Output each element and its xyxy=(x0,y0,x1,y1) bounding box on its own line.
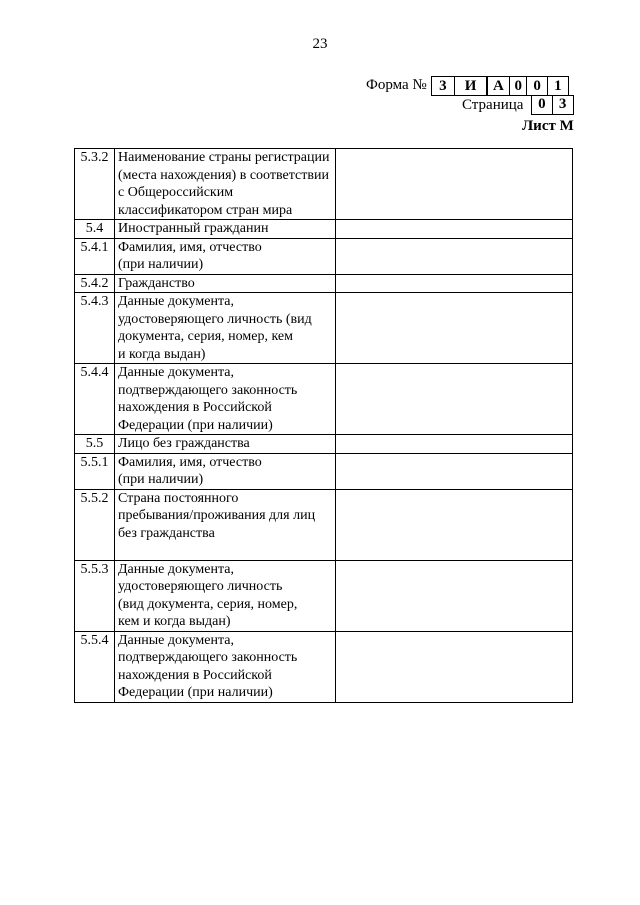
table-row xyxy=(75,220,573,239)
field-label-line: нахождения в Российской xyxy=(118,667,272,683)
field-label-line: Федерации (при наличии) xyxy=(118,685,273,700)
field-label-line: (вид документа, серия, номер, xyxy=(118,596,298,612)
field-number: 5.4.4 xyxy=(75,364,115,435)
field-value-cell[interactable] xyxy=(336,631,573,702)
field-value-cell[interactable] xyxy=(336,293,573,364)
field-value-cell[interactable] xyxy=(336,435,573,454)
form-code-cell: А xyxy=(486,76,510,96)
field-label xyxy=(115,220,336,239)
field-label xyxy=(115,293,336,364)
field-number: 5.4 xyxy=(75,220,115,239)
field-label xyxy=(115,453,336,489)
field-label-line: без гражданства xyxy=(118,525,215,541)
field-label-line: и когда выдан) xyxy=(118,346,206,362)
field-value-cell[interactable] xyxy=(336,453,573,489)
table-row xyxy=(75,364,573,435)
field-label-line: Данные документа, xyxy=(118,365,234,380)
field-number: 5.4.3 xyxy=(75,293,115,364)
form-code-cell: 1 xyxy=(547,76,569,96)
field-label-line: нахождения в Российской xyxy=(118,400,272,415)
field-value-cell[interactable] xyxy=(336,560,573,631)
fields-table xyxy=(74,148,573,703)
field-label xyxy=(115,238,336,274)
field-value-cell[interactable] xyxy=(336,238,573,274)
field-number: 5.5.1 xyxy=(75,453,115,489)
field-label-line xyxy=(118,542,332,560)
table-row xyxy=(75,274,573,293)
field-label-line: с Общероссийским xyxy=(118,185,234,200)
field-label xyxy=(115,435,336,454)
field-number: 5.5.4 xyxy=(75,631,115,702)
field-label-line: Данные документа, xyxy=(118,632,234,648)
field-label-line: Данные документа, xyxy=(118,561,234,577)
field-label-line: Данные документа, xyxy=(118,294,234,309)
field-value-cell[interactable] xyxy=(336,489,573,560)
field-number: 5.4.1 xyxy=(75,238,115,274)
form-code-cell: 3 xyxy=(431,76,455,96)
field-label-line: (при наличии) xyxy=(118,257,204,272)
field-label-line: Страна постоянного xyxy=(118,490,239,506)
table-row xyxy=(75,631,573,702)
table-row xyxy=(75,453,573,489)
field-number: 5.4.2 xyxy=(75,274,115,293)
field-value-cell[interactable] xyxy=(336,274,573,293)
page-code-boxes xyxy=(532,96,574,116)
field-label-line: классификатором стран мира xyxy=(118,202,293,218)
field-label-line: удостоверяющего личность (вид xyxy=(118,311,312,327)
field-number: 5.5.2 xyxy=(75,489,115,560)
field-number: 5.5 xyxy=(75,435,115,454)
table-row xyxy=(75,293,573,364)
field-label xyxy=(115,631,336,702)
page-code-cell: 3 xyxy=(552,95,574,115)
page-label: Страница xyxy=(462,97,524,113)
field-label-line: пребывания/проживания для лиц xyxy=(118,508,316,523)
form-code-cell: И xyxy=(454,76,488,96)
field-label xyxy=(115,364,336,435)
field-label xyxy=(115,560,336,631)
field-label-line: Фамилия, имя, отчество xyxy=(118,239,262,255)
field-label-line: подтверждающего законность xyxy=(118,650,298,665)
page-number: 23 xyxy=(312,36,328,52)
table-row xyxy=(75,489,573,560)
field-label-line: (при наличии) xyxy=(118,472,204,487)
table-row xyxy=(75,560,573,631)
table-row xyxy=(75,238,573,274)
field-label xyxy=(115,149,336,220)
form-code-boxes xyxy=(432,76,569,96)
field-number: 5.5.3 xyxy=(75,560,115,631)
field-label-line: удостоверяющего личность xyxy=(118,579,283,594)
field-label-line: Наименование страны регистрации xyxy=(118,150,330,165)
field-value-cell[interactable] xyxy=(336,220,573,239)
sheet-label: Лист М xyxy=(522,118,574,134)
field-label-line: (места нахождения) в соответствии xyxy=(118,167,329,183)
form-code-cell: 0 xyxy=(509,76,527,96)
field-label-line: кем и когда выдан) xyxy=(118,614,231,629)
field-value-cell[interactable] xyxy=(336,364,573,435)
table-row xyxy=(75,149,573,220)
page-code-cell: 0 xyxy=(531,95,553,115)
field-label-line: Федерации (при наличии) xyxy=(118,417,273,433)
form-number-label: Форма № xyxy=(366,77,427,93)
table-row xyxy=(75,435,573,454)
field-label xyxy=(115,489,336,560)
field-number: 5.3.2 xyxy=(75,149,115,220)
field-label-line: Фамилия, имя, отчество xyxy=(118,454,262,470)
field-value-cell[interactable] xyxy=(336,149,573,220)
field-label-line: документа, серия, номер, кем xyxy=(118,329,293,344)
field-label-line: подтверждающего законность xyxy=(118,382,298,398)
field-label-line: Лицо без гражданства xyxy=(118,436,250,451)
form-code-cell: 0 xyxy=(526,76,548,96)
field-label-line: Гражданство xyxy=(118,275,195,291)
field-label-line: Иностранный гражданин xyxy=(118,221,269,236)
field-label xyxy=(115,274,336,293)
